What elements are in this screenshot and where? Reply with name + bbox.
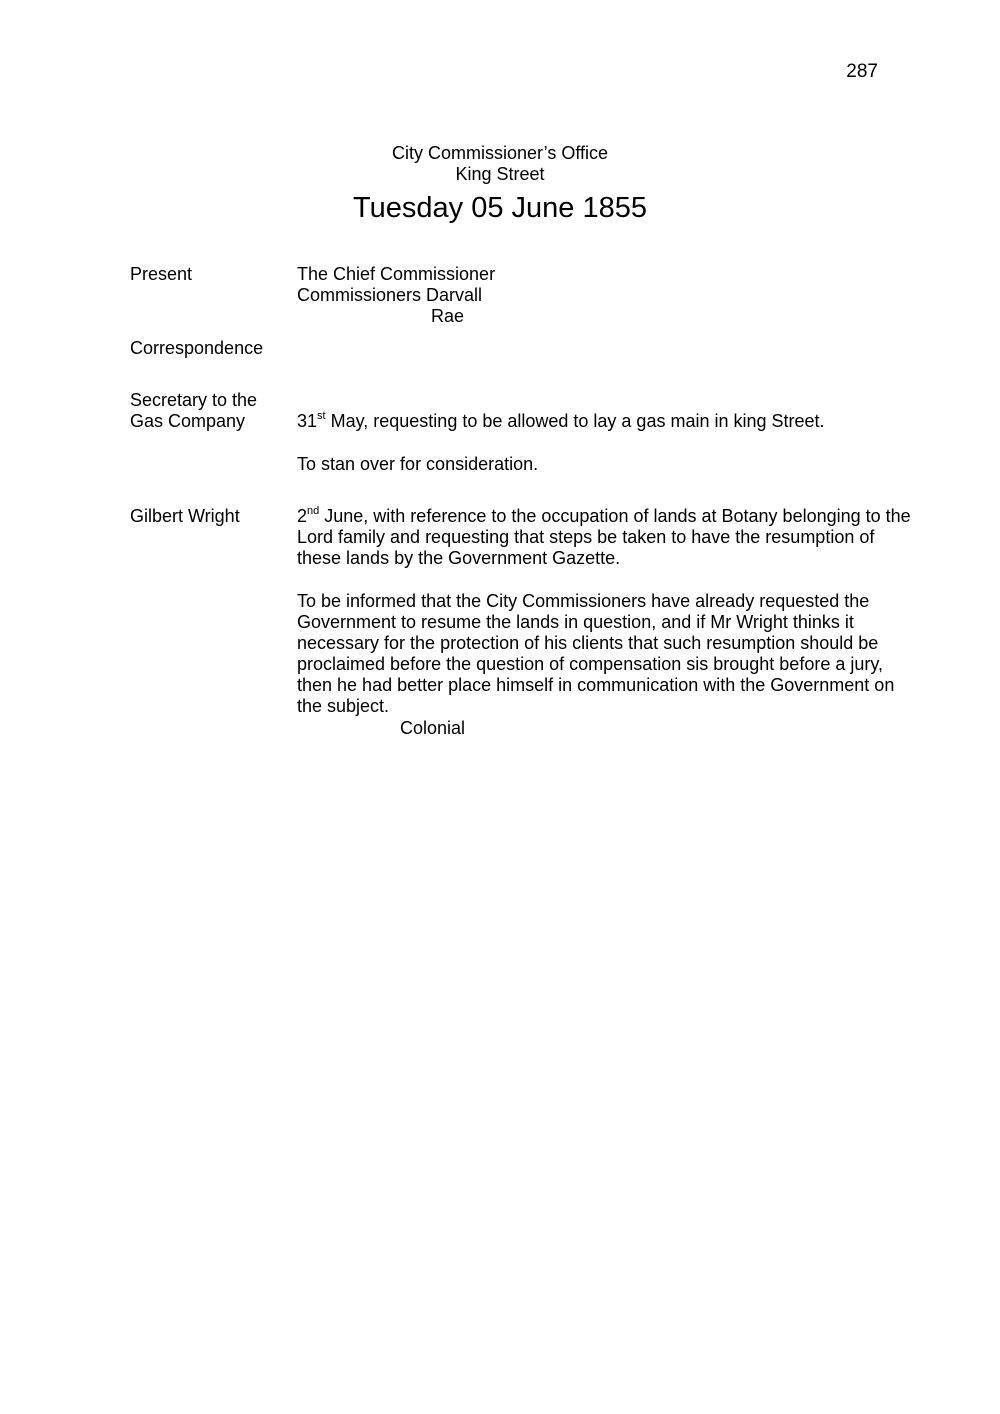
- attendee: Commissioners Darvall: [297, 285, 483, 305]
- street-name: King Street: [455, 164, 545, 184]
- letter-summary: [297, 506, 912, 569]
- page-number: 287: [846, 61, 878, 82]
- attendee: Rae: [431, 306, 465, 326]
- office-name: City Commissioner’s Office: [391, 143, 609, 163]
- correspondent-line: Gilbert Wright: [130, 506, 240, 526]
- letter-day: 2: [297, 506, 308, 526]
- minutes-header: [0, 143, 1000, 225]
- present-label: Present: [130, 264, 193, 284]
- correspondent-label: [130, 390, 290, 432]
- letter-day-suffix: st: [317, 410, 326, 422]
- letter-day: 31: [297, 411, 318, 431]
- letter-summary: [297, 411, 912, 432]
- resolution-text: To stan over for consideration.: [297, 454, 539, 474]
- correspondent-label: [130, 506, 290, 527]
- correspondence-label: Correspondence: [130, 338, 264, 358]
- resolution-text: To be informed that the City Commissioners have already requested the Government to resume the lands in question, and if Mr Wright thinks it necessary for the protection of his clients that such resumption should be proclaimed before the question of compensation sis brought before a jury, then he had better place himself in communication with the Government on the subject.: [297, 591, 895, 716]
- catchword: Colonial: [400, 718, 466, 738]
- meeting-date: Tuesday 05 June 1855: [353, 192, 647, 224]
- letter-text: June, with reference to the occupation of lands at Botany belonging to the Lord family and requesting that steps be taken to have the resumption of these lands by the Government Gazette.: [297, 506, 911, 568]
- letter-day-suffix: nd: [307, 505, 320, 517]
- correspondent-line: Gas Company: [130, 411, 246, 431]
- attendees-list: [297, 264, 912, 327]
- correspondent-line: Secretary to the: [130, 390, 258, 410]
- letter-text: May, requesting to be allowed to lay a gas main in king Street.: [325, 411, 825, 431]
- attendee: The Chief Commissioner: [297, 264, 496, 284]
